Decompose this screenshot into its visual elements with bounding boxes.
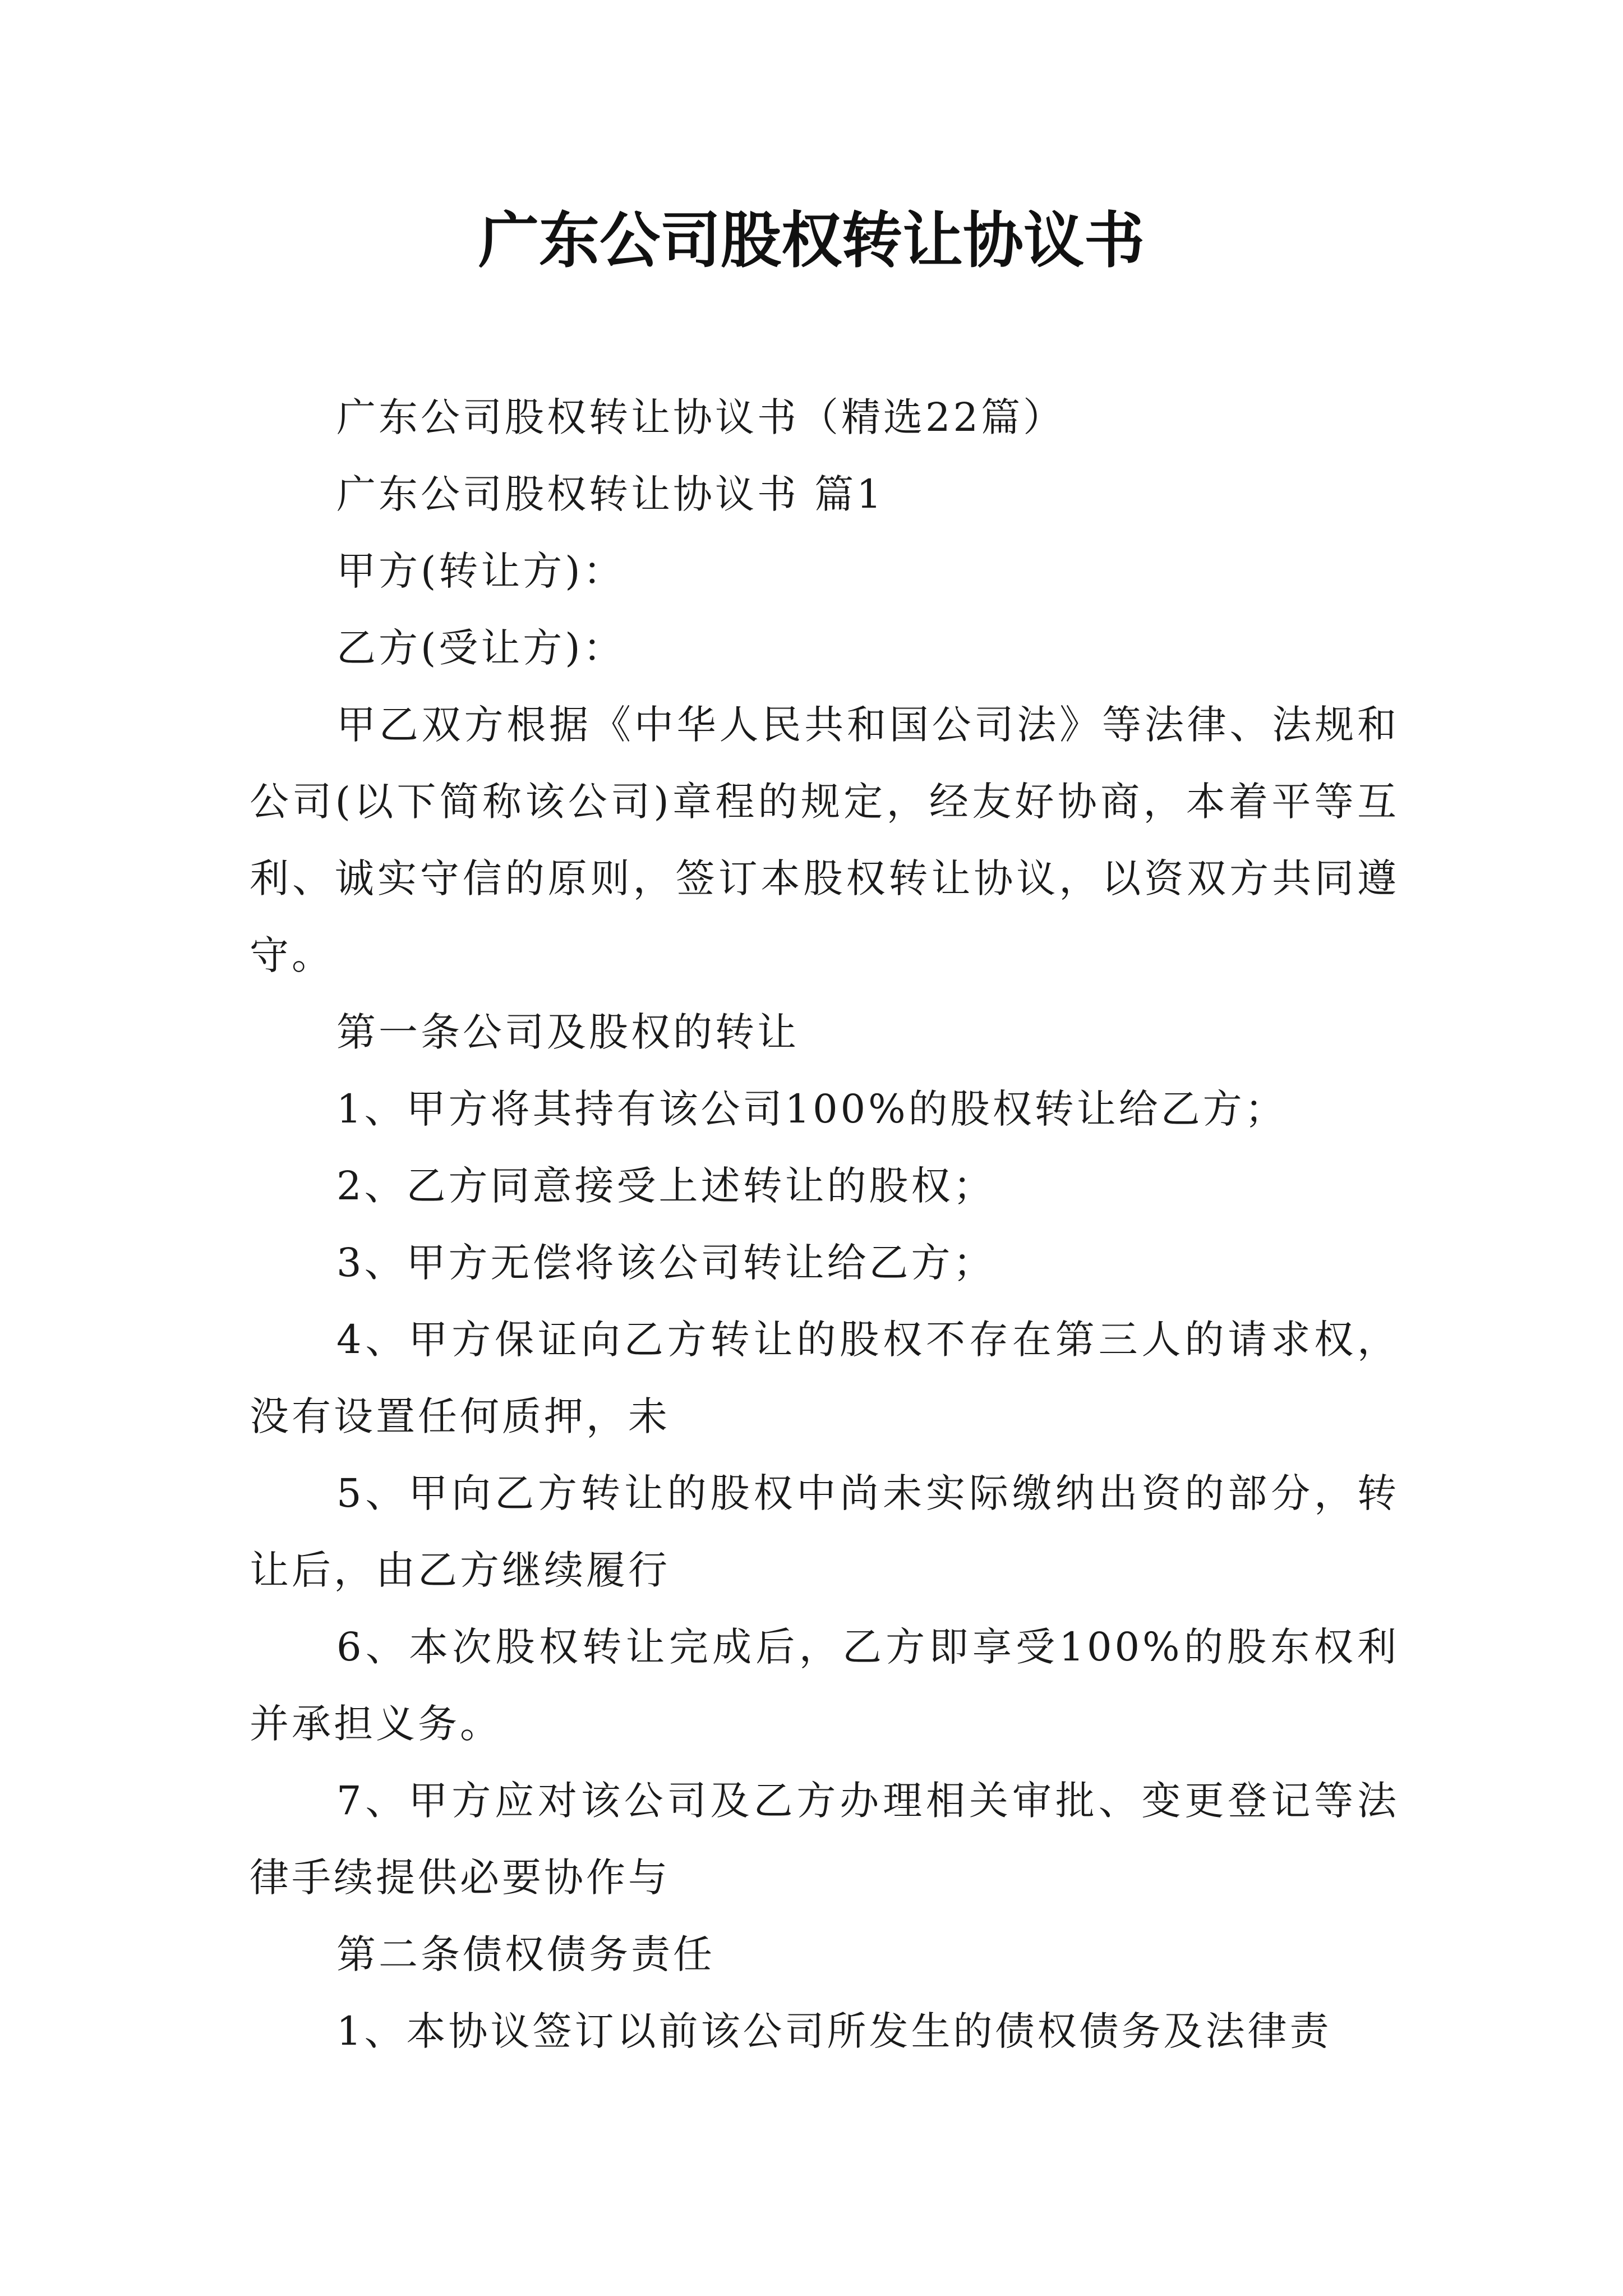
paragraph-clause-2-heading: 第二条债权债务责任 (336, 1931, 715, 1977)
paragraph-clause-1-heading: 第一条公司及股权的转让 (336, 1009, 799, 1055)
document-title: 广东公司股权转让协议书 (478, 206, 1145, 276)
paragraph-clause-1-item-5: 5、甲向乙方转让的股权中尚未实际缴纳出资的部分，转让后，由乙方继续履行 (250, 1470, 1399, 1593)
paragraph-collection-title: 广东公司股权转让协议书（精选22篇） (336, 394, 1066, 440)
paragraph-article-heading: 广东公司股权转让协议书 篇1 (336, 471, 884, 517)
paragraph-clause-1-item-4: 4、甲方保证向乙方转让的股权不存在第三人的请求权，没有设置任何质押，未 (250, 1317, 1399, 1439)
paragraph-clause-1-item-7: 7、甲方应对该公司及乙方办理相关审批、变更登记等法律手续提供必要协作与 (250, 1778, 1399, 1901)
paragraph-party-a: 甲方(转让方)： (336, 548, 625, 594)
paragraph-clause-1-item-6: 6、本次股权转让完成后，乙方即享受100%的股东权利并承担义务。 (250, 1624, 1399, 1747)
paragraph-party-b: 乙方(受让方)： (336, 625, 625, 671)
paragraph-clause-1-item-2: 2、乙方同意接受上述转让的股权； (336, 1163, 995, 1209)
paragraph-preamble: 甲乙双方根据《中华人民共和国公司法》等法律、法规和公司(以下简称该公司)章程的规定，经友好协商，本着平等互利、诚实守信的原则，签订本股权转让协议，以资双方共同遵守。 (250, 702, 1399, 978)
paragraph-clause-1-item-3: 3、甲方无偿将该公司转让给乙方； (336, 1240, 995, 1286)
paragraph-clause-2-item-1: 1、本协议签订以前该公司所发生的债权债务及法律责 (336, 2008, 1332, 2054)
paragraph-clause-1-item-1: 1、甲方将其持有该公司100%的股权转让给乙方； (336, 1086, 1287, 1132)
document-body (250, 379, 1399, 2070)
